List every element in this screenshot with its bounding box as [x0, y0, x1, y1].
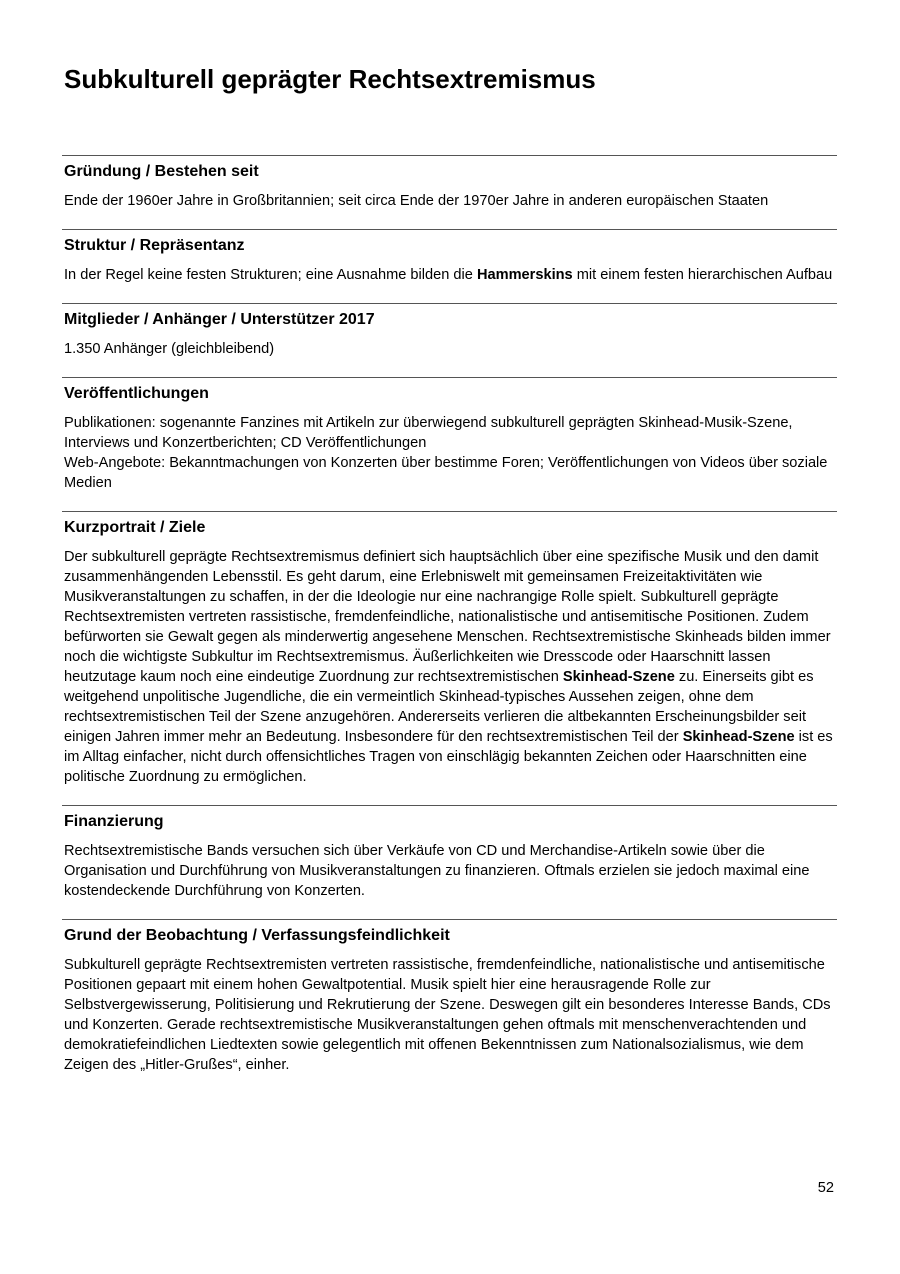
sections-list	[62, 155, 837, 1093]
section-body	[64, 265, 835, 285]
page-number: 52	[817, 1180, 834, 1196]
paragraph	[64, 413, 835, 453]
paragraph	[64, 191, 835, 211]
paragraph	[64, 955, 835, 1075]
section	[62, 377, 837, 493]
section-heading: Gründung / Bestehen seit	[64, 163, 259, 180]
bold-term: Skinhead-Szene	[562, 669, 675, 685]
section-body	[64, 413, 835, 493]
text-run: Web-Angebote: Bekanntmachungen von Konzerten über bestimme Foren; Veröffentlichungen von Videos über soziale Medien	[64, 455, 828, 491]
section-body	[64, 547, 835, 787]
text-run: In der Regel keine festen Strukturen; eine Ausnahme bilden die	[64, 267, 477, 283]
section-heading: Veröffentlichungen	[64, 385, 209, 402]
section-body	[64, 191, 835, 211]
text-run: Subkulturell geprägte Rechtsextremisten vertreten rassistische, fremdenfeindliche, nationalistische und antisemitische Positionen gepaart mit einem hohen Gewaltpotential. Musik spielt hier eine herausragende Rolle zur Selbstvergewisserung, Politisierung und Rekrutierung der Szene. Deswegen gilt ein besonderes Interesse Bands, CDs und Konzerten. Gerade rechtsextremistische Musikveranstaltungen gehen oftmals mit menschenverachtenden und demokratiefeindlichen Liedtexten sowie gelegentlich mit offenen Bekenntnissen zum Nationalsozialismus, wie dem Zeigen des „Hitler-Grußes“, einher.	[64, 957, 831, 1073]
text-run: Der subkulturell geprägte Rechtsextremismus definiert sich hauptsächlich über eine spezifische Musik und den damit zusammenhängenden Lebensstil. Es geht darum, eine Erlebniswelt mit gemeinsamen Freizeitaktivitäten wie Musikveranstaltungen zu schaffen, in der die Ideologie nur eine nachrangige Rolle spielt. Subkulturell geprägte Rechtsextremisten vertreten rassistische, fremdenfeindliche, nationalistische und antisemitische Positionen. Zudem befürworten sie Gewalt gegen als minderwertig angesehene Menschen. Rechtsextremistische Skinheads bilden immer noch die wichtigste Subkultur im Rechtsextremismus. Äußerlichkeiten wie Dresscode oder Haarschnitt lassen heutzutage kaum noch eine eindeutige Zuordnung zur rechtsextremistischen	[64, 549, 831, 685]
text-run: Ende der 1960er Jahre in Großbritannien; seit circa Ende der 1970er Jahre in anderen europäischen Staaten	[64, 193, 769, 209]
section	[62, 805, 837, 901]
paragraph	[64, 453, 835, 493]
bold-term: Hammerskins	[476, 267, 573, 283]
section	[62, 919, 837, 1075]
paragraph	[64, 841, 835, 901]
section-body	[64, 955, 835, 1075]
paragraph	[64, 339, 835, 359]
text-run: 1.350 Anhänger (gleichbleibend)	[64, 341, 275, 357]
section-heading: Grund der Beobachtung / Verfassungsfeindlichkeit	[64, 927, 450, 944]
text-run: zu. Einerseits gibt es weitgehend unpolitische Jugendliche, die ein vermeintlich Skinhead-typisches Aussehen zeigen, ohne dem rechtsextremistischen Teil der Szene anzugehören. Andererseits verlieren die altbekannten Erscheinungsbilder seit einigen Jahren immer mehr an Bedeutung. Insbesondere für den rechtsextremistischen Teil der	[64, 669, 814, 745]
section-heading: Finanzierung	[64, 813, 164, 830]
section	[62, 155, 837, 211]
text-run: Publikationen: sogenannte Fanzines mit Artikeln zur überwiegend subkulturell geprägten Skinhead-Musik-Szene, Interviews und Konzertberichten; CD Veröffentlichungen	[64, 415, 793, 451]
section-heading: Mitglieder / Anhänger / Unterstützer 2017	[64, 311, 375, 328]
section-heading: Kurzportrait / Ziele	[64, 519, 206, 536]
text-run: mit einem festen hierarchischen Aufbau	[572, 267, 833, 283]
section	[62, 303, 837, 359]
section-body	[64, 841, 835, 901]
section-heading: Struktur / Repräsentanz	[64, 237, 245, 254]
section	[62, 229, 837, 285]
section-body	[64, 339, 835, 359]
page-title: Subkulturell geprägter Rechtsextremismus	[64, 64, 596, 94]
paragraph	[64, 265, 835, 285]
bold-term: Skinhead-Szene	[682, 729, 795, 745]
section	[62, 511, 837, 787]
text-run: Rechtsextremistische Bands versuchen sich über Verkäufe von CD und Merchandise-Artikeln sowie über die Organisation und Durchführung von Musikveranstaltungen zu finanzieren. Oftmals erzielen sie jedoch maximal eine kostendeckende Durchführung von Konzerten.	[64, 843, 810, 899]
text-run: ist es im Alltag einfacher, nicht durch offensichtliches Tragen von einschlägig bekannten Zeichen oder Haarschnitten eine politische Zuordnung zu ermöglichen.	[64, 729, 833, 785]
paragraph	[64, 547, 835, 787]
